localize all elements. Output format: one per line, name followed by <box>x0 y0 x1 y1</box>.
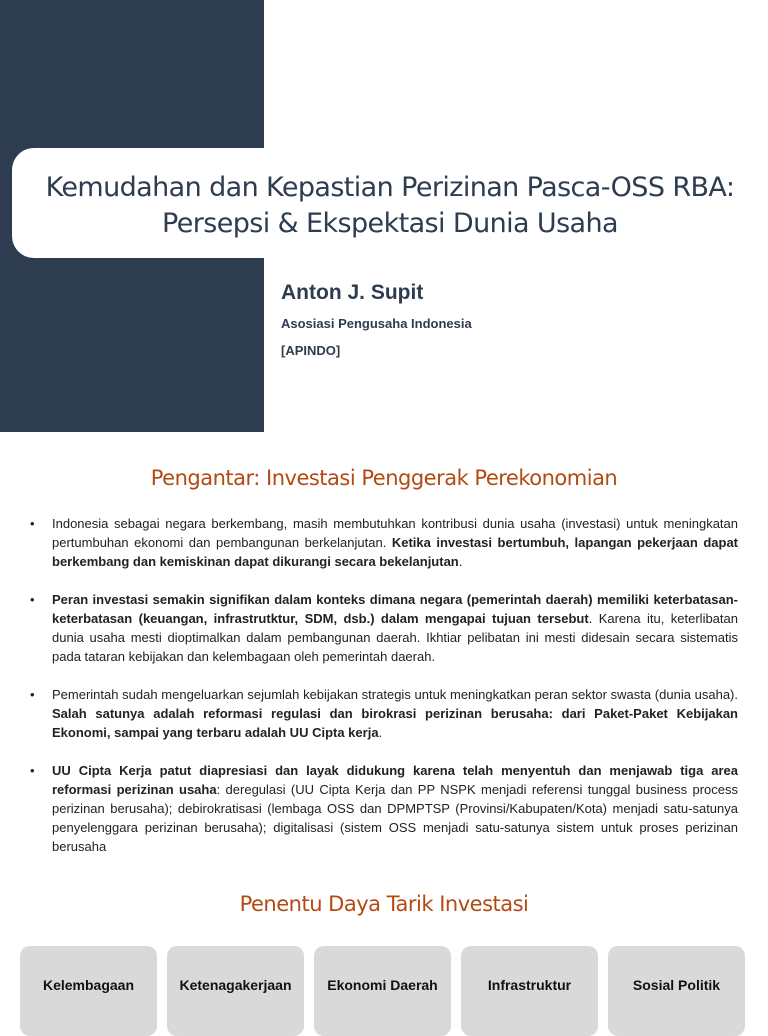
bullet-text: Indonesia sebagai negara berkembang, masih membutuhkan kontribusi dunia usaha (investasi) untuk meningkatan pertumbuhan ekonomi dan pembangunan berkelanjutan. <box>52 516 738 550</box>
bullet-text: Pemerintah sudah mengeluarkan sejumlah kebijakan strategis untuk meningkatkan peran sektor swasta (dunia usaha). <box>52 687 738 702</box>
bullet-item <box>30 685 738 742</box>
factor-box-sosial-politik: Sosial Politik <box>608 946 745 1036</box>
bullet-text: . <box>458 554 463 569</box>
factor-boxes <box>20 946 748 1024</box>
cover-title-line2: Persepsi & Ekspektasi Dunia Usaha <box>162 208 618 239</box>
bullet-item <box>30 761 738 856</box>
section-title-daya-tarik: Penentu Daya Tarik Investasi <box>239 892 529 916</box>
cover-title <box>12 170 768 242</box>
bullet-bold-text: UU Cipta Kerja patut diapresiasi dan layak didukung karena telah menyentuh dan menjawab tiga area reformasi perizinan usaha <box>52 763 738 797</box>
bullet-text: : deregulasi (UU Cipta Kerja dan PP NSPK menjadi referensi tunggal business process perizinan berusaha); debirokratisasi (lembaga OSS dan DPMPTSP (Provinsi/Kabupaten/Kota) menjadi satu-satunya penyelenggara perizinan berusaha); digitalisasi (sistem OSS menjadi satu-satunya sistem untuk proses perizinan berusaha <box>52 782 738 854</box>
bullet-text: . <box>378 725 383 740</box>
bullet-bold-text: Salah satunya adalah reformasi regulasi dan birokrasi perizinan berusaha: dari Paket-Paket Kebijakan Ekonomi, sampai yang terbaru adalah UU Cipta kerja <box>52 706 738 740</box>
bullet-bold-text: Ketika investasi bertumbuh, lapangan pekerjaan dapat berkembang dan kemiskinan dapat dikurangi secara bekelanjutan <box>52 535 739 569</box>
factor-box-ekonomi-daerah: Ekonomi Daerah <box>314 946 451 1036</box>
factor-box-kelembagaan: Kelembagaan <box>20 946 157 1036</box>
bullet-bold-text: Peran investasi semakin signifikan dalam konteks dimana negara (pemerintah daerah) memiliki keterbatasan-keterbatasan (keuangan, infrastrutktur, SDM, dsb.) dalam mengapai tujuan tersebut <box>52 592 738 626</box>
organization-name: Asosiasi Pengusaha Indonesia <box>281 316 472 331</box>
section-title-pengantar: Pengantar: Investasi Penggerak Perekonomian <box>150 466 618 490</box>
factor-box-ketenagakerjaan: Ketenagakerjaan <box>167 946 304 1036</box>
bullet-list <box>30 514 738 875</box>
cover-slide <box>0 0 768 432</box>
bullet-item <box>30 590 738 666</box>
organization-abbr: [APINDO] <box>281 343 341 358</box>
bullet-item <box>30 514 738 571</box>
cover-title-line1: Kemudahan dan Kepastian Perizinan Pasca-OSS RBA: <box>45 172 735 203</box>
factor-box-infrastruktur: Infrastruktur <box>461 946 598 1036</box>
bullet-text: . Karena itu, keterlibatan dunia usaha mesti dioptimalkan dalam pembangunan daerah. Ikhtiar pelibatan ini mesti didesain secara sistematis pada tataran kebijakan dan kelembagaan oleh pemerintah daerah. <box>52 611 738 664</box>
author-name: Anton J. Supit <box>281 281 424 304</box>
